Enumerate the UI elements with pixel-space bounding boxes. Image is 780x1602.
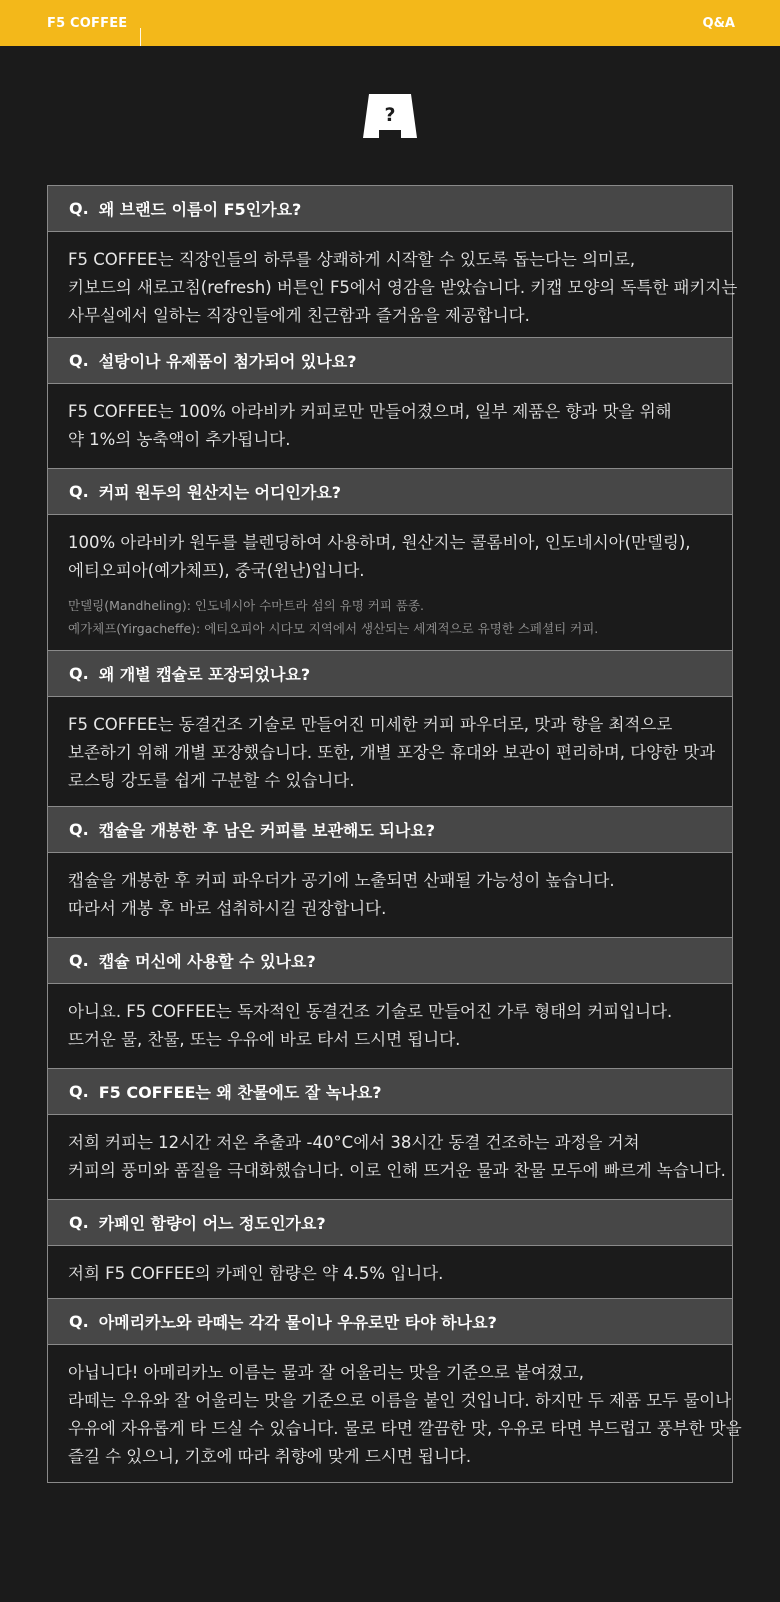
- brand-logo[interactable]: F5 COFFEE: [47, 16, 128, 31]
- question-prefix: Q.: [69, 1312, 89, 1331]
- question-text: 커피 원두의 원산지는 어디인가요?: [98, 483, 342, 502]
- answer-line: 라떼는 우유와 잘 어울리는 맛을 기준으로 이름을 붙인 것입니다. 하지만 두 제품 모두 물이나: [68, 1391, 732, 1410]
- faq-question[interactable]: [48, 938, 732, 984]
- faq-item: [48, 338, 732, 469]
- question-prefix: Q.: [69, 820, 89, 839]
- nav-divider: [140, 28, 141, 46]
- faq-answer: [48, 515, 732, 651]
- answer-line: 로스팅 강도를 쉽게 구분할 수 있습니다.: [68, 771, 355, 790]
- answer-line: 저희 F5 COFFEE의 카페인 함량은 약 4.5% 입니다.: [68, 1264, 444, 1283]
- faq-item: [48, 1200, 732, 1299]
- answer-line: 캡슐을 개봉한 후 커피 파우더가 공기에 노출되면 산패될 가능성이 높습니다.: [68, 871, 615, 890]
- faq-question[interactable]: [48, 1299, 732, 1345]
- footnote: 만델링(Mandheling): 인도네시아 수마트라 섬의 유명 커피 품종.: [68, 598, 424, 613]
- faq-answer: [48, 697, 732, 807]
- question-text: F5 COFFEE는 왜 찬물에도 잘 녹나요?: [98, 1083, 382, 1102]
- faq-question[interactable]: [48, 338, 732, 384]
- faq-item: [48, 1299, 742, 1483]
- faq-item: [48, 938, 732, 1069]
- question-text: 설탕이나 유제품이 첨가되어 있나요?: [98, 352, 357, 371]
- question-keycap-icon: [363, 94, 417, 140]
- faq-question[interactable]: [48, 186, 732, 232]
- answer-line: 아니요. F5 COFFEE는 독자적인 동결건조 기술로 만들어진 가루 형태의 커피입니다.: [68, 1002, 673, 1021]
- faq-answer: [48, 1115, 732, 1200]
- top-bar: [0, 0, 780, 46]
- faq-answer: [48, 1246, 732, 1299]
- answer-line: 에티오피아(예가체프), 중국(윈난)입니다.: [68, 561, 365, 580]
- answer-line: 우유에 자유롭게 타 드실 수 있습니다. 물로 타면 깔끔한 맛, 우유로 타면 부드럽고 풍부한 맛을: [68, 1419, 742, 1438]
- faq-answer: [48, 853, 732, 938]
- faq-question[interactable]: [48, 807, 732, 853]
- svg-text:?: ?: [384, 104, 396, 126]
- faq-answer: [48, 1345, 742, 1483]
- question-text: 캡슐을 개봉한 후 남은 커피를 보관해도 되나요?: [98, 821, 436, 840]
- faq-question[interactable]: [48, 469, 732, 515]
- question-prefix: Q.: [69, 199, 89, 218]
- question-prefix: Q.: [69, 1213, 89, 1232]
- faq-item: [48, 186, 738, 338]
- answer-line: F5 COFFEE는 100% 아라비카 커피로만 만들어졌으며, 일부 제품은 향과 맛을 위해: [68, 402, 672, 421]
- answer-line: F5 COFFEE는 동결건조 기술로 만들어진 미세한 커피 파우더로, 맛과 향을 최적으로: [68, 715, 673, 734]
- answer-line: 보존하기 위해 개별 포장했습니다. 또한, 개별 포장은 휴대와 보관이 편리하며, 다양한 맛과: [68, 743, 716, 762]
- answer-line: 아닙니다! 아메리카노 이름는 물과 잘 어울리는 맛을 기준으로 붙여졌고,: [68, 1363, 585, 1382]
- faq-item: [48, 651, 732, 807]
- faq-item: [48, 807, 732, 938]
- question-text: 캡슐 머신에 사용할 수 있나요?: [98, 952, 316, 971]
- faq-question[interactable]: [48, 1069, 732, 1115]
- question-prefix: Q.: [69, 664, 89, 683]
- faq-item: [48, 469, 732, 651]
- answer-line: 100% 아라비카 원두를 블렌딩하여 사용하며, 원산지는 콜롬비아, 인도네시아(만델링),: [68, 533, 691, 552]
- faq-question[interactable]: [48, 1200, 732, 1246]
- answer-line: 약 1%의 농축액이 추가됩니다.: [68, 430, 291, 449]
- answer-line: 저희 커피는 12시간 저온 추출과 -40°C에서 38시간 동결 건조하는 과정을 거쳐: [68, 1133, 640, 1152]
- faq-item: [48, 1069, 732, 1200]
- nav-qa-link[interactable]: Q&A: [702, 16, 735, 31]
- question-prefix: Q.: [69, 351, 89, 370]
- answer-line: 즐길 수 있으니, 기호에 따라 취향에 맞게 드시면 됩니다.: [68, 1447, 472, 1466]
- question-text: 왜 개별 캡슐로 포장되었나요?: [98, 665, 311, 684]
- answer-footnotes: [68, 594, 712, 640]
- question-prefix: Q.: [69, 482, 89, 501]
- question-text: 왜 브랜드 이름이 F5인가요?: [98, 200, 302, 219]
- answer-line: 사무실에서 일하는 직장인들에게 친근함과 즐거움을 제공합니다.: [68, 306, 530, 325]
- answer-line: 커피의 풍미와 품질을 극대화했습니다. 이로 인해 뜨거운 물과 찬물 모두에 빠르게 녹습니다.: [68, 1161, 726, 1180]
- faq-answer: [48, 384, 732, 469]
- answer-line: F5 COFFEE는 직장인들의 하루를 상쾌하게 시작할 수 있도록 돕는다는 의미로,: [68, 250, 636, 269]
- faq-answer: [48, 984, 732, 1069]
- answer-line: 키보드의 새로고침(refresh) 버튼인 F5에서 영감을 받았습니다. 키캡 모양의 독특한 패키지는: [68, 278, 738, 297]
- question-prefix: Q.: [69, 951, 89, 970]
- faq-answer: [48, 232, 738, 338]
- question-text: 카페인 함량이 어느 정도인가요?: [98, 1214, 326, 1233]
- question-prefix: Q.: [69, 1082, 89, 1101]
- faq-question[interactable]: [48, 651, 732, 697]
- hero-section: [0, 46, 780, 185]
- answer-line: 뜨거운 물, 찬물, 또는 우유에 바로 타서 드시면 됩니다.: [68, 1030, 461, 1049]
- footnote: 예가체프(Yirgacheffe): 에티오피아 시다모 지역에서 생산되는 세계적으로 유명한 스페셜티 커피.: [68, 621, 599, 636]
- faq-list: [47, 185, 742, 1483]
- answer-line: 따라서 개봉 후 바로 섭취하시길 권장합니다.: [68, 899, 387, 918]
- question-text: 아메리카노와 라떼는 각각 물이나 우유로만 타야 하나요?: [98, 1313, 497, 1332]
